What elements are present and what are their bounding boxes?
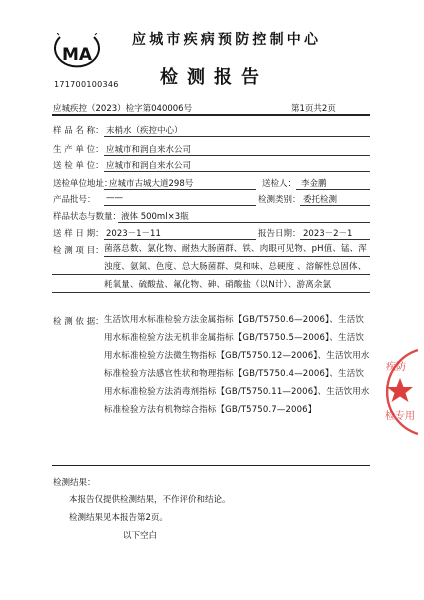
producer-underline: [104, 155, 370, 156]
sample-state-value: 液体 500ml×3瓶: [121, 212, 189, 222]
seal-text-bottom: 检专用: [385, 411, 415, 422]
sender-label: 送检人：: [262, 179, 297, 189]
address-label: 送检单位地址：: [53, 179, 113, 189]
document-title: 检测报告: [160, 67, 268, 88]
conclusion-line-2: 检测结果见本报告第2页。: [69, 513, 168, 523]
producer-label: 生 产 单 位：: [53, 145, 104, 155]
client-underline: [104, 171, 370, 172]
sample-date-value: 2023－1－11: [106, 229, 161, 239]
test-items-label: 检 测 项 目：: [53, 246, 104, 256]
producer-value: 应城市和润自来水公司: [106, 145, 192, 155]
test-type-label: 检测类别：: [258, 195, 301, 205]
page-info: 第1页共2页: [291, 104, 336, 114]
test-items-underline-1: [104, 256, 370, 257]
address-underline: [104, 189, 256, 190]
report-number: 应城疾控（2023）检字第040006号: [53, 104, 193, 114]
official-seal: [360, 346, 418, 436]
sender-value: 李金鹏: [301, 179, 327, 189]
product-no-value: ——: [106, 193, 123, 203]
conclusion-line-1: 本报告仅提供检测结果，不作评价和结论。: [69, 495, 231, 505]
sender-underline: [296, 189, 370, 190]
organization-name: 应城市疾病预防控制中心: [132, 32, 322, 48]
sample-name-label: 样 品 名 称：: [53, 126, 104, 136]
product-no-label: 产品批号：: [53, 195, 96, 205]
test-basis-label: 检 测 依 据：: [53, 317, 104, 327]
header-rule: [52, 114, 370, 116]
test-type-underline: [300, 205, 370, 206]
cma-number: 171700100346: [54, 80, 119, 89]
sample-state-label: 样品状态与数量：: [53, 212, 122, 222]
report-date-value: 2023－2－1: [303, 229, 353, 239]
conclusion-label: 检测结果：: [53, 478, 96, 488]
cma-logo-text: MA: [61, 45, 93, 65]
seal-text-top: 疾防: [386, 362, 406, 373]
test-type-value: 委托检测: [303, 195, 338, 205]
product-no-underline: [104, 205, 256, 206]
test-items-underline-2: [52, 274, 370, 275]
client-value: 应城市和润自来水公司: [106, 161, 192, 171]
test-items-underline-3: [52, 292, 370, 293]
client-label: 送 检 单 位：: [53, 161, 104, 171]
address-value: 应城市古城大道298号: [109, 179, 194, 189]
section-rule: [52, 465, 370, 466]
sample-name-value: 末梢水（疾控中心）: [106, 126, 183, 136]
test-basis-value: 生活饮用水标准检验方法金属指标【GB/T5750.6—2006】、生活饮用水标准检验方法无机非金属指标【GB/T5750.5—2006】、生活饮用水标准检验方法微生物指标【GB/T5750.12—2006】、生活饮用水标准检验方法感官性状和物理指标【GB/T5750.4—2006】、生活饮用水标准检验方法消毒剂指标【GB/T5750.11—2006】、生活饮用水标准检验方法有机物综合指标【GB/T5750.7—2006】: [104, 315, 370, 415]
cma-logo: [54, 33, 100, 73]
sample-date-label: 送 样 日 期：: [53, 229, 104, 239]
report-date-label: 报告日期：: [258, 229, 301, 239]
blank-below-note: 以下空白: [123, 531, 158, 541]
sample-name-underline: [104, 136, 370, 137]
test-items-value: 菌落总数、氯化物、耐热大肠菌群、铁、肉眼可见物、pH值、锰、浑浊度、氨氮、色度、总大肠菌群、臭和味、总硬度 、溶解性总固体、耗氧量、硫酸盐、氟化物、砷、硝酸盐（以N计）、游离余氯: [104, 244, 367, 290]
sample-state-underline: [118, 222, 370, 223]
